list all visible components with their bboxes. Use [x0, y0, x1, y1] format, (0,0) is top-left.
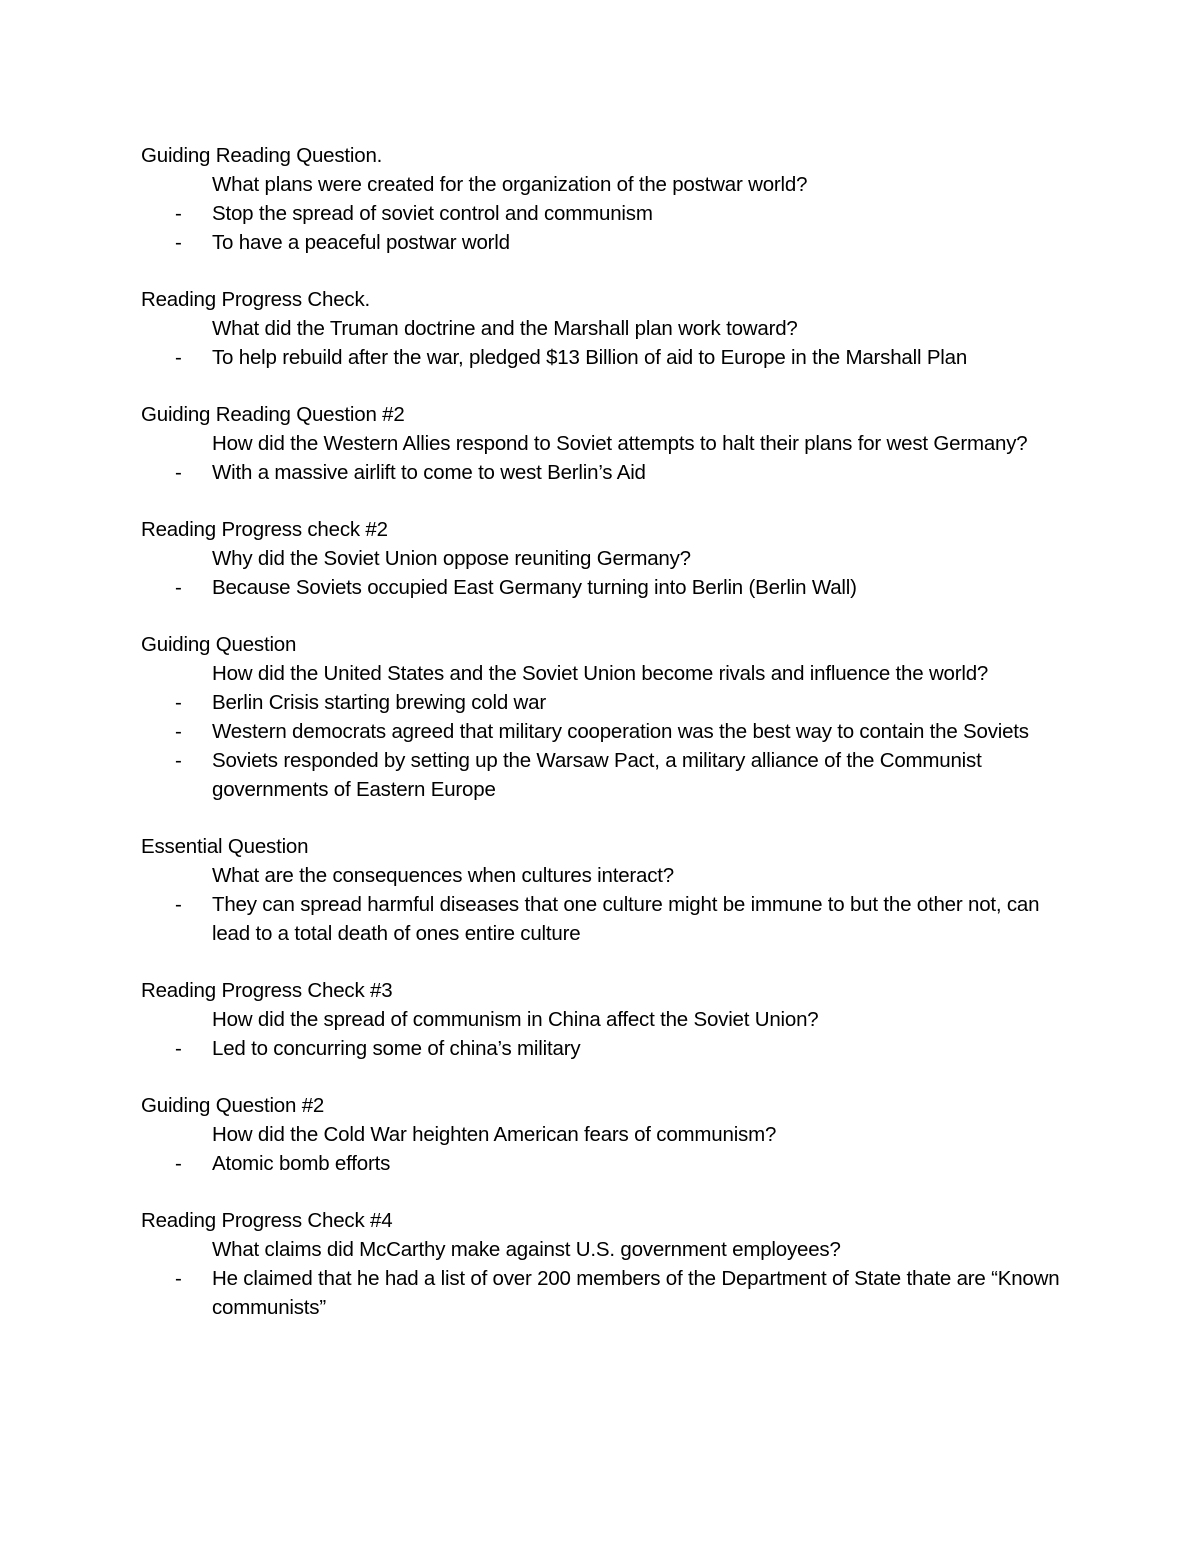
- qa-section: [141, 515, 1061, 602]
- answer-item: [141, 890, 1061, 948]
- section-heading: Guiding Reading Question #2: [141, 403, 405, 426]
- answer-text: With a massive airlift to come to west Berlin’s Aid: [212, 461, 646, 484]
- bullet-dash: -: [175, 1037, 182, 1060]
- section-heading: Reading Progress check #2: [141, 518, 388, 541]
- section-question: What did the Truman doctrine and the Marshall plan work toward?: [212, 317, 798, 340]
- answer-item: [141, 746, 1061, 804]
- bullet-dash: -: [175, 202, 182, 225]
- bullet-dash: -: [175, 893, 182, 916]
- answer-text: Soviets responded by setting up the Warsaw Pact, a military alliance of the Communist governments of Eastern Europe: [212, 749, 982, 801]
- section-question: How did the spread of communism in China affect the Soviet Union?: [212, 1008, 819, 1031]
- answer-list: [141, 1264, 1061, 1322]
- answer-text: Western democrats agreed that military cooperation was the best way to contain the Soviets: [212, 720, 1029, 743]
- bullet-dash: -: [175, 346, 182, 369]
- section-heading: Guiding Question #2: [141, 1094, 325, 1117]
- answer-item: [141, 1034, 1061, 1063]
- answer-text: Because Soviets occupied East Germany turning into Berlin (Berlin Wall): [212, 576, 857, 599]
- bullet-dash: -: [175, 461, 182, 484]
- qa-section: [141, 976, 1061, 1063]
- qa-section: [141, 400, 1061, 487]
- answer-text: He claimed that he had a list of over 200 members of the Department of State thate are “Known communists”: [212, 1267, 1060, 1319]
- section-question: Why did the Soviet Union oppose reuniting Germany?: [212, 547, 691, 570]
- section-question: How did the Cold War heighten American fears of communism?: [212, 1123, 777, 1146]
- qa-section: [141, 1206, 1061, 1322]
- qa-section: [141, 141, 1061, 257]
- bullet-dash: -: [175, 576, 182, 599]
- answer-item: [141, 228, 1061, 257]
- answer-item: [141, 717, 1061, 746]
- answer-text: To help rebuild after the war, pledged $13 Billion of aid to Europe in the Marshall Plan: [212, 346, 968, 369]
- bullet-dash: -: [175, 231, 182, 254]
- answer-text: Stop the spread of soviet control and communism: [212, 202, 653, 225]
- bullet-dash: -: [175, 691, 182, 714]
- answer-text: Led to concurring some of china’s military: [212, 1037, 581, 1060]
- section-question: What plans were created for the organization of the postwar world?: [212, 173, 808, 196]
- answer-item: [141, 343, 1061, 372]
- answer-item: [141, 573, 1061, 602]
- section-heading: Essential Question: [141, 835, 309, 858]
- qa-section: [141, 1091, 1061, 1178]
- qa-section: [141, 630, 1061, 804]
- bullet-dash: -: [175, 720, 182, 743]
- section-heading: Reading Progress Check.: [141, 288, 370, 311]
- document-body: [141, 141, 1061, 1350]
- answer-text: They can spread harmful diseases that one culture might be immune to but the other not, can lead to a total death of ones entire culture: [212, 893, 1040, 945]
- bullet-dash: -: [175, 1267, 182, 1290]
- qa-section: [141, 285, 1061, 372]
- answer-text: Berlin Crisis starting brewing cold war: [212, 691, 546, 714]
- answer-list: [141, 688, 1061, 804]
- answer-list: [141, 573, 1061, 602]
- section-heading: Guiding Reading Question.: [141, 144, 383, 167]
- answer-text: To have a peaceful postwar world: [212, 231, 510, 254]
- section-question: How did the United States and the Soviet Union become rivals and influence the world?: [212, 662, 989, 685]
- answer-list: [141, 890, 1061, 948]
- answer-item: [141, 458, 1061, 487]
- answer-list: [141, 458, 1061, 487]
- answer-item: [141, 1149, 1061, 1178]
- answer-item: [141, 199, 1061, 228]
- answer-item: [141, 688, 1061, 717]
- section-heading: Guiding Question: [141, 633, 297, 656]
- section-heading: Reading Progress Check #3: [141, 979, 393, 1002]
- answer-list: [141, 343, 1061, 372]
- section-question: How did the Western Allies respond to Soviet attempts to halt their plans for west Germany?: [212, 432, 1028, 455]
- answer-item: [141, 1264, 1061, 1322]
- section-question: What claims did McCarthy make against U.S. government employees?: [212, 1238, 841, 1261]
- section-question: What are the consequences when cultures interact?: [212, 864, 674, 887]
- answer-list: [141, 1034, 1061, 1063]
- section-heading: Reading Progress Check #4: [141, 1209, 393, 1232]
- answer-text: Atomic bomb efforts: [212, 1152, 391, 1175]
- qa-section: [141, 832, 1061, 948]
- bullet-dash: -: [175, 1152, 182, 1175]
- answer-list: [141, 1149, 1061, 1178]
- answer-list: [141, 199, 1061, 257]
- bullet-dash: -: [175, 749, 182, 772]
